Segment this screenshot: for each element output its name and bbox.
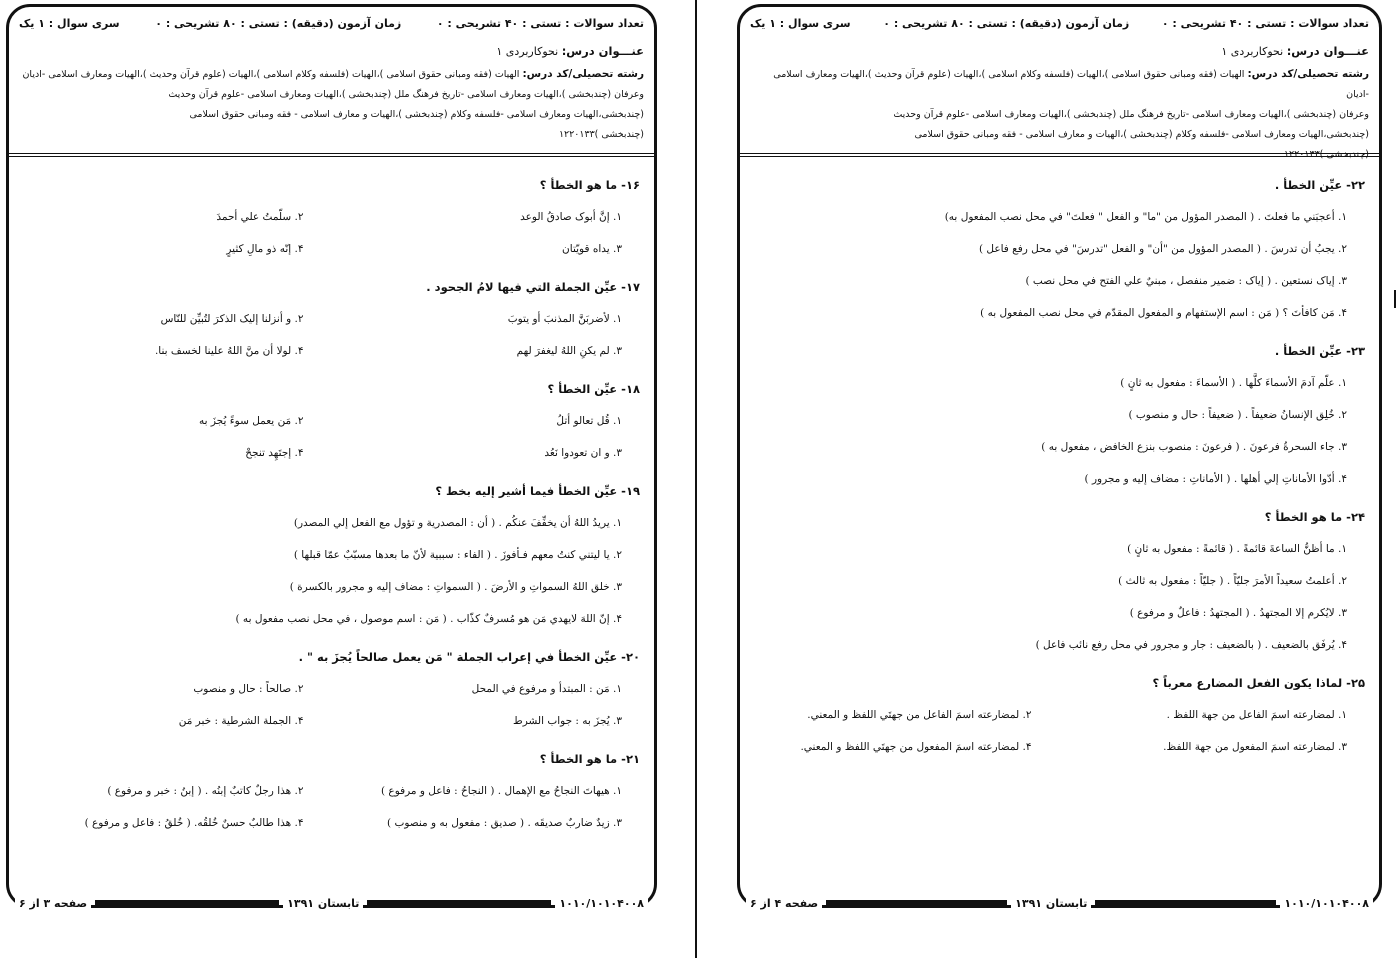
answer-option: ۲. هذا رجلٌ کاتبٌ إبنُه . ( إبنُ : خبر و مرفوع ) <box>107 785 304 797</box>
page-footer <box>746 895 1373 911</box>
page-frame <box>6 4 657 908</box>
question-25 <box>754 667 1365 763</box>
answer-option: ۳. زیدٌ ضاربٌ صدیقَه . ( صدیق : مفعول به و منصوب ) <box>387 817 622 829</box>
question-title: ۲۲- عیِّن الخطأ . <box>1274 178 1365 192</box>
course-title-label: عنـــوان درس: <box>561 44 644 58</box>
answer-option: ۳. خلق اللهُ السمواتِ و الأرضَ . ( السمواتِ : مضاف إلیه و مجرور بالکسرة ) <box>289 581 622 593</box>
question-title: ۱۸- عیِّن الخطأ ؟ <box>547 382 640 396</box>
answer-option: ۲. سلّمتُ علي أحمدَ <box>216 211 304 223</box>
answer-option: ۱. یریدُ اللهُ أن یخفِّفَ عنکُم . ( أن : المصدریة و تؤول مع الفعل إلي المصدر) <box>293 517 622 529</box>
question-series: سری سوال : ۱ یک <box>750 17 851 30</box>
answer-option: ۲. صالحاً : حال و منصوب <box>193 683 304 695</box>
field-line: وعرفان (چندبخشی )،الهیات ومعارف اسلامی -تاریخ فرهنگ ملل (چندبخشی )،الهیات ومعارف اسلامی -علوم قرآن وحدیث <box>893 109 1369 120</box>
answer-option: ۳. یداه قویّتان <box>562 243 622 255</box>
question-19 <box>23 475 640 635</box>
exam-time: زمان آزمون (دقیقه) : تستی : ۸۰ تشریحی : ۰ <box>155 17 402 30</box>
page-frame <box>737 4 1382 908</box>
question-title: ۲۰- عیِّن الخطأ في إعراب الجملة " مَن یعمل صالحاً یُجزَ به " . <box>298 650 640 664</box>
answer-option: ۱. قُل تعالو أتلُ <box>556 415 622 427</box>
question-18 <box>23 373 640 469</box>
question-counts: تعداد سوالات : تستی : ۴۰ تشریحی : ۰ <box>436 17 644 30</box>
answer-option: ۲. مَن یعمل سوءً یُجزَ به <box>199 415 304 427</box>
question-series: سری سوال : ۱ یک <box>19 17 120 30</box>
field-line: (چندبخشی،الهیات ومعارف اسلامی -فلسفه وکلام (چندبخشی )،الهیات و معارف اسلامی - فقه ومبانی حقوق اسلامی <box>914 129 1369 140</box>
answer-option: ۴. هذا طالبٌ حسنٌ خُلقُه. ( خُلقُ : فاعل و مرفوع ) <box>84 817 304 829</box>
question-20 <box>23 641 640 737</box>
footer-rule <box>367 900 551 906</box>
course-title-label: عنـــوان درس: <box>1286 44 1369 58</box>
answer-option: ۱. أعجبَني ما فعلتَ . ( المصدر المؤول من "ما" و الفعل " فعلتَ" في محل نصب المفعول به) <box>944 211 1347 223</box>
question-title: ۲۵- لماذا یکون الفعل المضارع معرباً ؟ <box>1152 676 1365 690</box>
footer-rule <box>95 900 279 906</box>
exam-time: زمان آزمون (دقیقه) : تستی : ۸۰ تشریحی : ۰ <box>883 17 1130 30</box>
answer-option: ۴. إجتَهِد تنجحْ <box>245 447 304 459</box>
answer-option: ۱. علّم آدمَ الأسماءَ کلَّها . ( الأسماءَ : مفعول به ثانٍ ) <box>1120 377 1347 389</box>
field-of-study <box>19 64 644 145</box>
answer-option: ۳. جاء السحرةُ فرعونَ . ( فرعونَ : منصوب بنزع الخافض ، مفعول به ) <box>1041 441 1347 453</box>
question-22 <box>754 169 1365 329</box>
course-code: ۱۰۱۰/۱۰۱۰۴۰۰۸ <box>1280 897 1373 910</box>
answer-option: ۲. یجبُ أن تدرسَ . ( المصدر المؤول من "أن" و الفعل "تدرسَ" في محل رفع فاعل ) <box>978 243 1347 255</box>
answer-option: ۴. الجملة الشرطیة : خبر مَن <box>178 715 304 727</box>
question-title: ۲۴- ما هو الخطأ ؟ <box>1264 510 1365 524</box>
answer-option: ۳. إیاک نستعین . ( إیاک : ضمیر منفصل ، مبنيٌ علي الفتح في محل نصب ) <box>1025 275 1347 287</box>
question-21 <box>23 743 640 839</box>
exam-page-3 <box>0 0 697 958</box>
field-line: (چندبخشی )۱۲۲۰۱۳۳ <box>558 129 644 140</box>
question-title: ۲۳- عیِّن الخطأ . <box>1274 344 1365 358</box>
page-number: صفحه ۴ از ۶ <box>746 897 822 910</box>
questions-body <box>9 157 654 839</box>
exam-term: تابستان ۱۳۹۱ <box>1011 897 1091 910</box>
answer-option: ۴. لمضارعته اسمَ المفعول من جهتَي اللفظ و المعني. <box>800 741 1032 753</box>
answer-option: ۲. أعلمتُ سعیداً الأمرَ جلیّاً . ( جلیّاً : مفعول به ثالث ) <box>1118 575 1347 587</box>
footer-rule <box>826 900 1007 906</box>
answer-option: ۳. لایُکرم إلا المجتهدُ . ( المجتهدُ : فاعلٌ و مرفوع ) <box>1129 607 1347 619</box>
answer-option: ۴. إنّه ذو مالِ کثیرٍ <box>226 243 304 255</box>
course-title-value: نحوکاربردی ۱ <box>1221 45 1284 58</box>
footer-rule <box>1095 900 1276 906</box>
questions-body <box>740 157 1379 763</box>
question-16 <box>23 169 640 265</box>
answer-option: ۱. هیهاتَ النجاحُ مع الإهمال . ( النجاحُ : فاعل و مرفوع ) <box>381 785 622 797</box>
question-17 <box>23 271 640 367</box>
answer-option: ۴. مَن کافأتَ ؟ ( مَن : اسم الإستفهام و المفعول المقدّم في محل نصب المفعول به ) <box>980 307 1347 319</box>
header-row <box>19 17 644 30</box>
answer-option: ۴. لولا أن منَّ اللهُ علینا لخسف بنا. <box>154 345 304 357</box>
course-title <box>750 44 1369 58</box>
question-title: ۱۷- عیِّن الجملة التي فیها لامُ الجحود . <box>426 280 640 294</box>
question-title: ۱۹- عیِّن الخطأ فیما أشیر إلیه بخط ؟ <box>435 484 640 498</box>
exam-header <box>740 7 1379 160</box>
exam-header <box>9 7 654 157</box>
field-label: رشته تحصیلی/کد درس: <box>522 68 644 80</box>
field-line: (چندبخشی )۱۲۲۰۱۳۳ <box>1283 149 1369 160</box>
answer-option: ۴. إنّ اللهَ لایهدي مَن هو مُسرفٌ کذّاب . ( مَن : اسم موصول ، في محل نصب مفعول به ) <box>235 613 622 625</box>
course-title-value: نحوکاربردی ۱ <box>496 45 559 58</box>
answer-option: ۱. إنَّ أبوک صادقُ الوعد <box>520 211 622 223</box>
answer-option: ۴. أدّوا الأماناتِ إلي أهلها . ( الأماناتِ : مضاف إلیه و مجرور ) <box>1084 473 1347 485</box>
answer-option: ۱. لمضارعته اسمَ الفاعل من جهة اللفظ . <box>1166 709 1347 721</box>
answer-option: ۱. ما أظنُّ الساعةَ قائمةً . ( قائمةً : مفعول به ثانٍ ) <box>1127 543 1347 555</box>
question-23 <box>754 335 1365 495</box>
field-line: الهیات (فقه ومبانی حقوق اسلامی )،الهیات (فلسفه وکلام اسلامی )،الهیات (علوم قرآن وحدیث )،الهیات ومعارف اسلامی -ادیان <box>773 69 1369 100</box>
exam-page-4 <box>699 0 1396 958</box>
answer-option: ۳. لمضارعته اسمَ المفعول من جهة اللفظ. <box>1163 741 1347 753</box>
answer-option: ۲. خُلِق الإنسانُ ضعیفاً . ( ضعیفاً : حال و منصوب ) <box>1128 409 1347 421</box>
answer-option: ۳. و ان تعودوا نَعُد <box>544 447 622 459</box>
question-24 <box>754 501 1365 661</box>
answer-option: ۲. و أنزلنا إلیک الذکرَ لتُبیِّن للنّاس <box>160 313 304 325</box>
answer-option: ۳. یُجزَ به : جواب الشرط <box>513 715 622 727</box>
header-row <box>750 17 1369 30</box>
field-label: رشته تحصیلی/کد درس: <box>1247 68 1369 80</box>
field-line: (چندبخشی،الهیات ومعارف اسلامی -فلسفه وکلام (چندبخشی )،الهیات و معارف اسلامی - فقه ومبانی حقوق اسلامی <box>189 109 644 120</box>
answer-option: ۲. یا لیتني کنتُ معهم فـأفوزَ . ( الفاء : سببیة لأنّ ما بعدها مسبّبٌ عمّا قبلها ) <box>293 549 622 561</box>
question-counts: تعداد سوالات : تستی : ۴۰ تشریحی : ۰ <box>1161 17 1369 30</box>
answer-option: ۱. لأضربَنَّ المذنبَ أو یتوبَ <box>507 313 622 325</box>
page-footer <box>15 895 648 911</box>
answer-option: ۱. مَن : المبتدأ و مرفوع في المحل <box>471 683 622 695</box>
answer-option: ۲. لمضارعته اسمَ الفاعل من جهتَي اللفظ و المعني. <box>807 709 1032 721</box>
exam-term: تابستان ۱۳۹۱ <box>283 897 363 910</box>
field-of-study <box>750 64 1369 165</box>
question-title: ۱۶- ما هو الخطأ ؟ <box>539 178 640 192</box>
course-code: ۱۰۱۰/۱۰۱۰۴۰۰۸ <box>555 897 648 910</box>
question-title: ۲۱- ما هو الخطأ ؟ <box>539 752 640 766</box>
answer-option: ۴. یُرفَق بالضعیف . ( بالضعیف : جار و مجرور في محل رفع نائب فاعل ) <box>1035 639 1347 651</box>
field-line: الهیات (فقه ومبانی حقوق اسلامی )،الهیات (فلسفه وکلام اسلامی )،الهیات (علوم قرآن وحدیث )،الهیات ومعارف اسلامی -ادیان <box>22 69 520 80</box>
course-title <box>19 44 644 58</box>
field-line: وعرفان (چندبخشی )،الهیات ومعارف اسلامی -تاریخ فرهنگ ملل (چندبخشی )،الهیات ومعارف اسلامی -علوم قرآن وحدیث <box>168 89 644 100</box>
answer-option: ۳. لم یکنِ اللهُ لیغفرَ لهم <box>516 345 622 357</box>
page-number: صفحه ۳ از ۶ <box>15 897 91 910</box>
